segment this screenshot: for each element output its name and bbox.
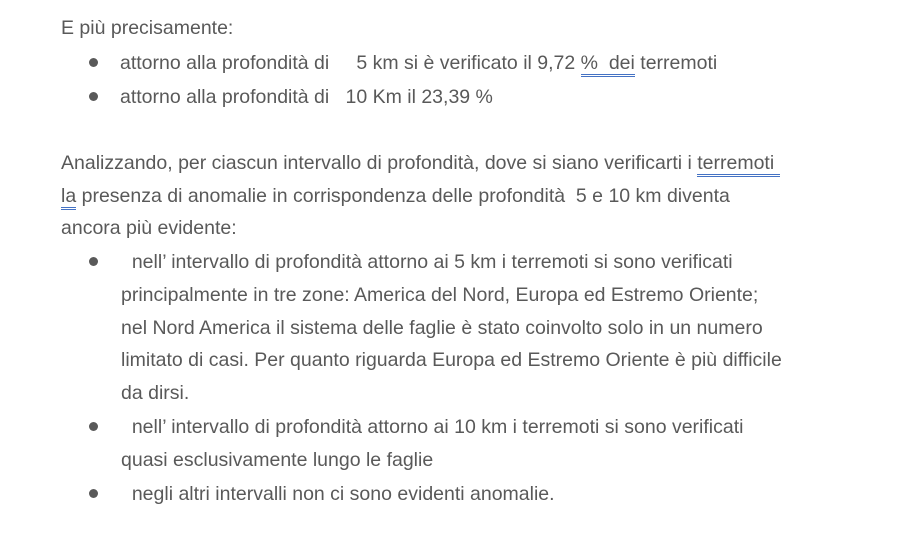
list2-item-1-line: nell’ intervallo di profondità attorno ai 5 km i terremoti si sono verificati: [121, 251, 733, 273]
bullet-icon: [89, 92, 98, 101]
paragraph-line-2: [61, 184, 730, 208]
grammar-flag[interactable]: % dei: [581, 52, 635, 77]
paragraph-line-1: [61, 151, 780, 175]
paragraph-line-1-text: Analizzando, per ciascun intervallo di profondità, dove si siano verificarti i: [61, 152, 698, 174]
bullet-icon: [89, 422, 98, 431]
list2-item-3-line: negli altri intervalli non ci sono evidenti anomalie.: [121, 483, 555, 505]
bullet-icon: [89, 58, 98, 67]
list2-item-1-line: limitato di casi. Per quanto riguarda Europa ed Estremo Oriente è più difficile: [121, 349, 782, 371]
list2-item-2-line: nell’ intervallo di profondità attorno ai 10 km i terremoti si sono verificati: [121, 416, 744, 438]
list1-item-1-pre: attorno alla profondità di 5 km si è verificato il 9,72: [120, 52, 581, 74]
list2-item-1-line: nel Nord America il sistema delle faglie è stato coinvolto solo in un numero: [121, 317, 763, 339]
paragraph-line-3: ancora più evidente:: [61, 217, 237, 239]
list1-item-1: [120, 51, 717, 75]
list2-item-1-line: principalmente in tre zone: America del Nord, Europa ed Estremo Oriente;: [121, 284, 759, 306]
list2-item-2-line: quasi esclusivamente lungo le faglie: [121, 449, 434, 471]
paragraph-line-2-text: presenza di anomalie in corrispondenza delle profondità 5 e 10 km diventa: [76, 185, 730, 207]
list1-item-1-post: terremoti: [634, 52, 718, 74]
bullet-icon: [89, 257, 98, 266]
intro-text: E più precisamente:: [61, 17, 234, 39]
list2-item-1-line: da dirsi.: [121, 382, 190, 404]
list1-item-2: attorno alla profondità di 10 Km il 23,39 %: [120, 86, 493, 108]
bullet-icon: [89, 489, 98, 498]
grammar-flag[interactable]: la: [61, 185, 76, 210]
grammar-flag[interactable]: terremoti: [697, 152, 779, 177]
